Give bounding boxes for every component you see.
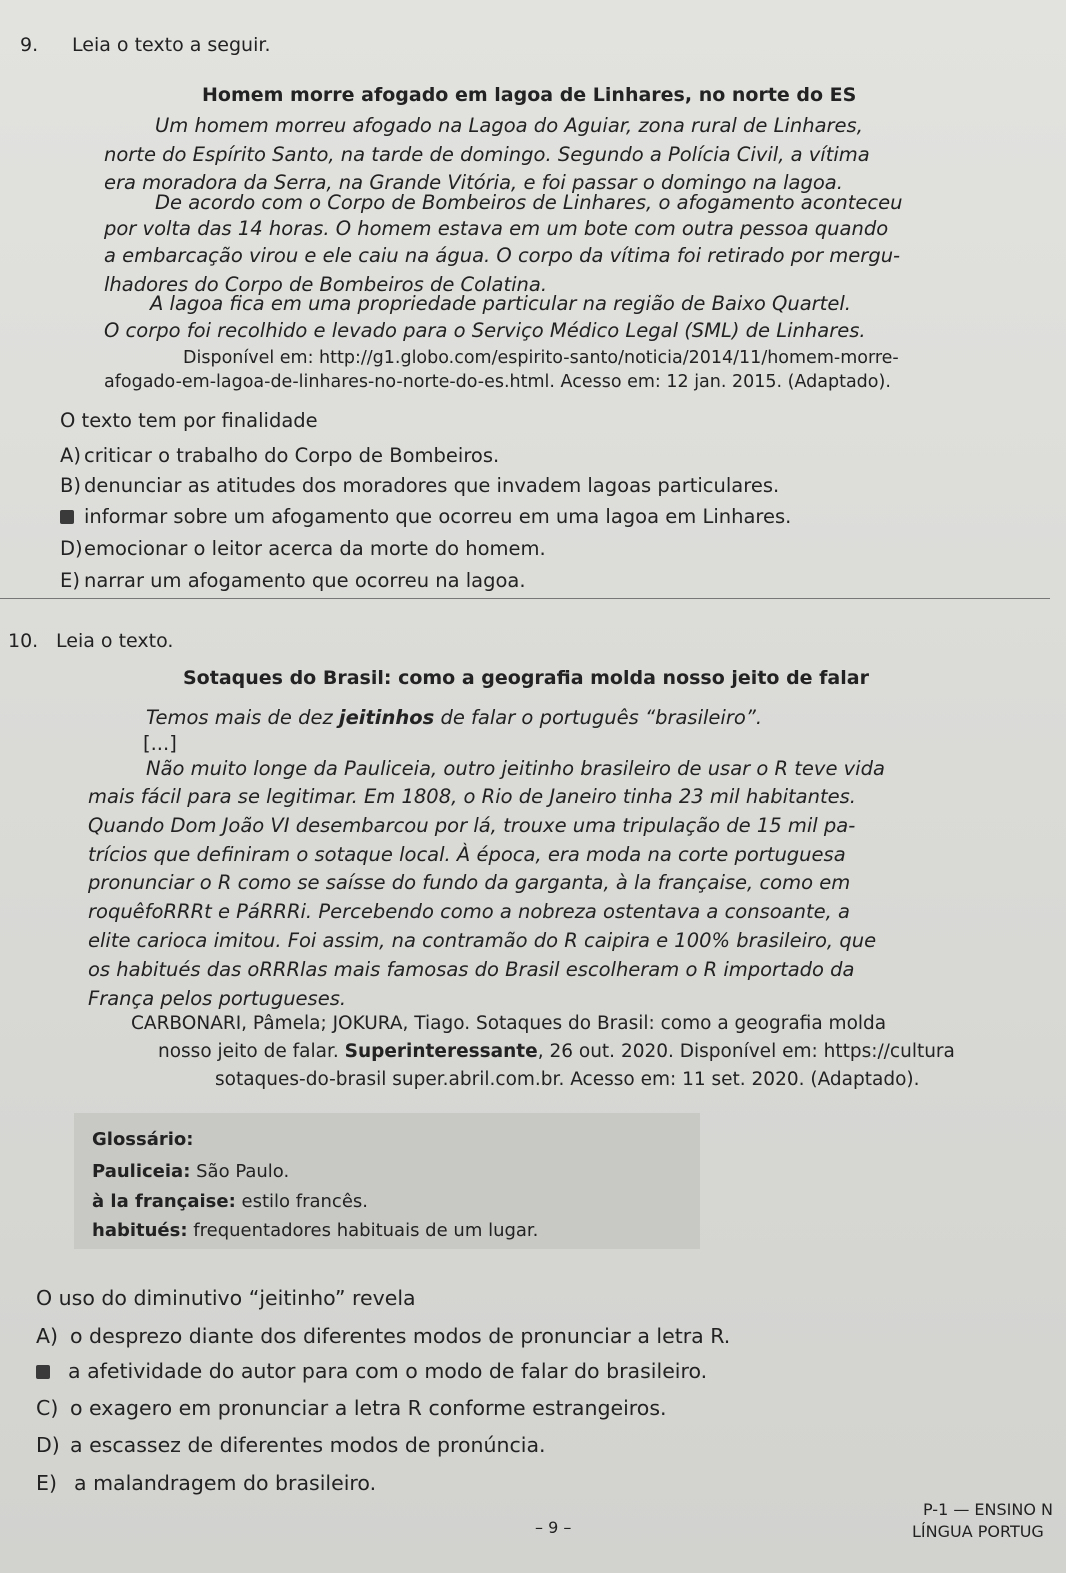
option-text: o desprezo diante dos diferentes modos de pronunciar a letra R. — [70, 1324, 731, 1348]
q9-text-line: por volta das 14 horas. O homem estava em um bote com outra pessoa quando — [104, 217, 889, 240]
q9-text-line: Um homem morreu afogado na Lagoa do Aguiar, zona rural de Linhares, — [155, 114, 863, 137]
option-text: a afetividade do autor para com o modo de falar do brasileiro. — [68, 1359, 708, 1383]
ellipsis: [...] — [143, 732, 177, 755]
q10-text-line: trícios que definiram o sotaque local. À época, era moda na corte portuguesa — [88, 843, 846, 866]
q10-source-line: CARBONARI, Pâmela; JOKURA, Tiago. Sotaques do Brasil: como a geografia molda — [131, 1013, 887, 1034]
text-fragment: , 26 out. 2020. Disponível em: https://cultura — [537, 1041, 955, 1062]
question-9-stem: O texto tem por finalidade — [60, 409, 318, 432]
q10-text-line: elite carioca imitou. Foi assim, na contramão do R caipira e 100% brasileiro, que — [88, 929, 877, 952]
q10-option-c[interactable] — [36, 1396, 667, 1420]
q10-option-b-marked[interactable] — [36, 1359, 707, 1383]
option-letter: B) — [60, 474, 81, 497]
q10-text-line: Não muito longe da Pauliceia, outro jeitinho brasileiro de usar o R teve vida — [146, 757, 885, 780]
bold-term: jeitinhos — [338, 706, 435, 729]
q10-text-line — [146, 703, 762, 732]
option-text: a malandragem do brasileiro. — [74, 1471, 377, 1495]
option-text: emocionar o leitor acerca da morte do homem. — [84, 537, 546, 560]
text-fragment: de falar o português “brasileiro”. — [434, 706, 763, 729]
glossary-entry — [92, 1161, 289, 1182]
q9-text-line: O corpo foi recolhido e levado para o Serviço Médico Legal (SML) de Linhares. — [104, 319, 866, 342]
pen-mark-icon — [60, 510, 74, 524]
q10-text-line: pronunciar o R como se saísse do fundo da garganta, à la française, como em — [88, 871, 851, 894]
q9-text-line: A lagoa fica em uma propriedade particular na região de Baixo Quartel. — [150, 292, 851, 315]
q10-text-line: roquêfoRRRt e PáRRRi. Percebendo como a nobreza ostentava a consoante, a — [88, 900, 850, 923]
q10-text-line: França pelos portugueses. — [88, 987, 347, 1010]
q10-source-line — [158, 1039, 955, 1065]
pen-mark-icon — [36, 1365, 50, 1379]
option-letter: E) — [36, 1471, 57, 1495]
option-letter: D) — [36, 1433, 60, 1457]
q9-text-line: a embarcação virou e ele caiu na água. O corpo da vítima foi retirado por mergu- — [104, 244, 901, 267]
q10-source-line: sotaques-do-brasil super.abril.com.br. Acesso em: 11 set. 2020. (Adaptado). — [215, 1069, 920, 1090]
q10-option-e[interactable] — [36, 1471, 376, 1495]
text-fragment: Temos mais de dez — [146, 706, 339, 729]
glossary-term: à la française: — [92, 1191, 236, 1212]
option-text: a escassez de diferentes modos de pronúncia. — [70, 1433, 546, 1457]
q9-option-c-marked[interactable] — [60, 505, 791, 528]
q9-option-b[interactable] — [60, 474, 779, 497]
option-letter: A) — [36, 1324, 59, 1348]
text-fragment: nosso jeito de falar. — [158, 1041, 345, 1062]
option-letter: E) — [60, 569, 80, 592]
option-text: criticar o trabalho do Corpo de Bombeiros. — [84, 444, 500, 467]
question-10-stem: O uso do diminutivo “jeitinho” revela — [36, 1286, 416, 1310]
glossary-definition: estilo francês. — [235, 1191, 368, 1212]
q9-source-line: afogado-em-lagoa-de-linhares-no-norte-do-es.html. Acesso em: 12 jan. 2015. (Adaptado). — [104, 372, 891, 392]
question-divider — [0, 598, 1050, 599]
q9-text-line: lhadores do Corpo de Bombeiros de Colatina. — [104, 273, 548, 296]
glossary-heading: Glossário: — [92, 1129, 194, 1150]
glossary-definition: São Paulo. — [190, 1161, 290, 1182]
exam-code: P-1 — ENSINO N — [923, 1500, 1053, 1519]
q10-text-line: Quando Dom João VI desembarcou por lá, trouxe uma tripulação de 15 mil pa- — [88, 814, 856, 837]
q10-text-line: mais fácil para se legitimar. Em 1808, o Rio de Janeiro tinha 23 mil habitantes. — [88, 785, 856, 808]
question-9-title: Homem morre afogado em lagoa de Linhares, no norte do ES — [202, 84, 857, 106]
q10-option-d[interactable] — [36, 1433, 546, 1457]
q9-option-a[interactable] — [60, 444, 499, 467]
option-letter: D) — [60, 537, 83, 560]
option-letter: C) — [36, 1396, 59, 1420]
glossary-definition: frequentadores habituais de um lugar. — [187, 1220, 539, 1241]
q10-option-a[interactable] — [36, 1324, 730, 1348]
subject-label: LÍNGUA PORTUG — [912, 1522, 1044, 1541]
glossary-entry — [92, 1191, 368, 1212]
glossary-box — [74, 1113, 700, 1249]
question-9-intro: Leia o texto a seguir. — [72, 34, 271, 56]
q10-text-line: os habitués das oRRRlas mais famosas do Brasil escolheram o R importado da — [88, 958, 855, 981]
option-text: o exagero em pronunciar a letra R conforme estrangeiros. — [70, 1396, 667, 1420]
glossary-entry — [92, 1220, 538, 1241]
question-10-number: 10. — [8, 630, 39, 652]
question-10-intro: Leia o texto. — [56, 630, 174, 652]
page-number: – 9 – — [535, 1518, 572, 1537]
question-10-title: Sotaques do Brasil: como a geografia molda nosso jeito de falar — [183, 667, 869, 689]
q9-text-line: norte do Espírito Santo, na tarde de domingo. Segundo a Polícia Civil, a vítima — [104, 143, 870, 166]
glossary-term: Pauliceia: — [92, 1161, 191, 1182]
q9-text-line: era moradora da Serra, na Grande Vitória, e foi passar o domingo na lagoa. — [104, 171, 843, 194]
bold-term: Superinteressante — [344, 1041, 538, 1062]
q9-source-line: Disponível em: http://g1.globo.com/espirito-santo/noticia/2014/11/homem-morre- — [183, 348, 899, 368]
option-letter: A) — [60, 444, 81, 467]
question-9-number: 9. — [20, 34, 39, 56]
q9-option-d[interactable] — [60, 537, 546, 560]
q9-option-e[interactable] — [60, 569, 526, 592]
q9-text-line: De acordo com o Corpo de Bombeiros de Linhares, o afogamento aconteceu — [155, 191, 903, 214]
option-text: denunciar as atitudes dos moradores que invadem lagoas particulares. — [84, 474, 780, 497]
option-text: narrar um afogamento que ocorreu na lagoa. — [84, 569, 526, 592]
glossary-term: habitués: — [92, 1220, 188, 1241]
option-text: informar sobre um afogamento que ocorreu em uma lagoa em Linhares. — [84, 505, 792, 528]
